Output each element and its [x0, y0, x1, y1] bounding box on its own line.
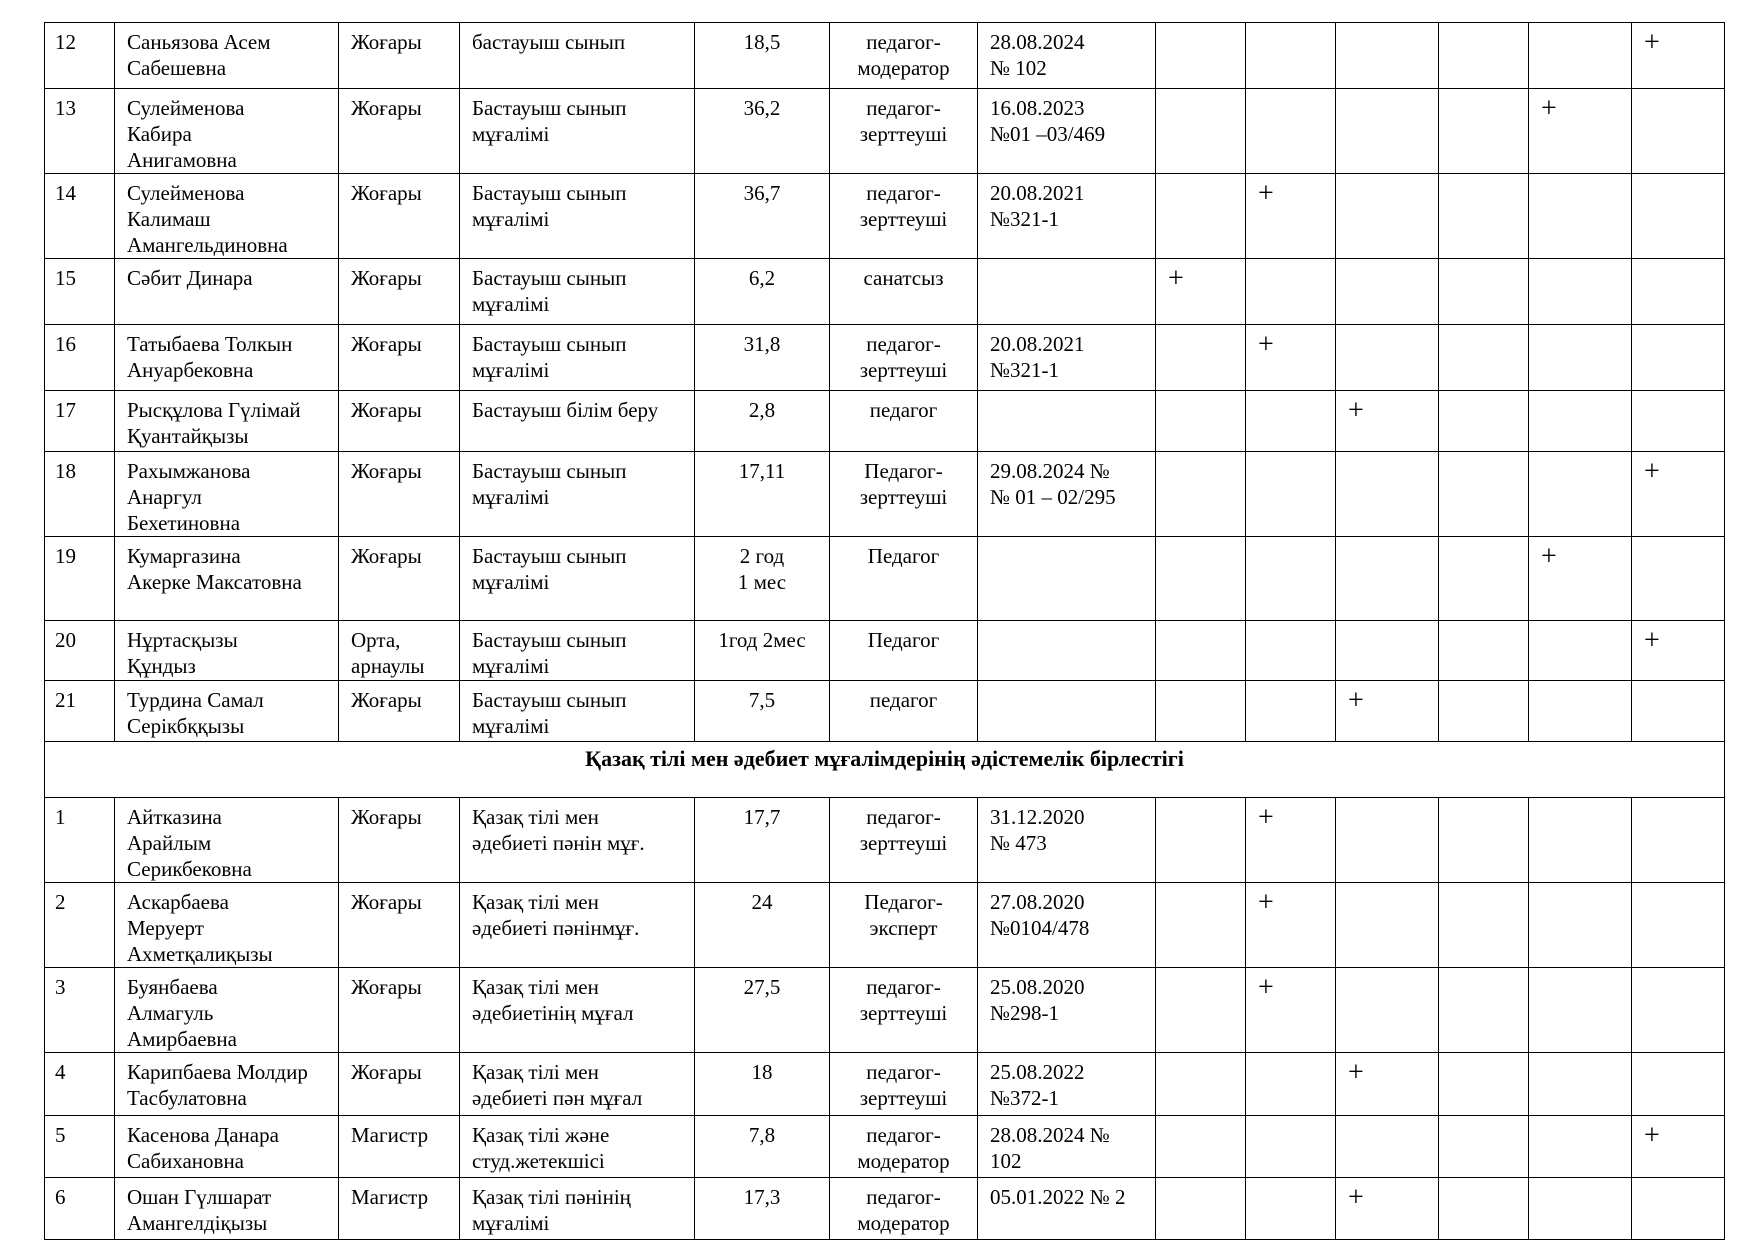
mark-cell — [1632, 1178, 1725, 1240]
row-number: 16 — [45, 325, 115, 391]
experience-years: 18 — [695, 1053, 830, 1116]
mark-cell — [1529, 798, 1632, 883]
row-number: 1 — [45, 798, 115, 883]
plus-mark: + — [1246, 968, 1336, 1053]
row-number: 17 — [45, 391, 115, 452]
mark-cell — [1156, 537, 1246, 621]
mark-cell — [1336, 259, 1439, 325]
mark-cell — [1632, 89, 1725, 174]
mark-cell — [1632, 325, 1725, 391]
mark-cell — [1632, 259, 1725, 325]
plus-mark: + — [1246, 325, 1336, 391]
mark-cell — [1246, 621, 1336, 681]
experience-years: 7,8 — [695, 1116, 830, 1178]
mark-cell — [1336, 621, 1439, 681]
mark-cell — [1156, 883, 1246, 968]
mark-cell — [1439, 23, 1529, 89]
mark-cell — [1529, 883, 1632, 968]
mark-cell — [1246, 452, 1336, 537]
order-date-number: 20.08.2021 №321-1 — [978, 325, 1156, 391]
order-date-number — [978, 391, 1156, 452]
mark-cell — [1632, 968, 1725, 1053]
mark-cell — [1439, 89, 1529, 174]
mark-cell — [1156, 325, 1246, 391]
subject-specialty: Бастауыш сынып мұғалімі — [460, 259, 695, 325]
qualification-category: Педагог — [830, 621, 978, 681]
plus-mark: + — [1246, 798, 1336, 883]
mark-cell — [1336, 23, 1439, 89]
education-level: Жоғары — [339, 968, 460, 1053]
teacher-name: Сулейменова Кабира Анигамовна — [115, 89, 339, 174]
mark-cell — [1529, 259, 1632, 325]
mark-cell — [1529, 391, 1632, 452]
mark-cell — [1529, 681, 1632, 742]
mark-cell — [1439, 325, 1529, 391]
order-date-number: 31.12.2020 № 473 — [978, 798, 1156, 883]
experience-years: 27,5 — [695, 968, 830, 1053]
teacher-name: Сулейменова Калимаш Амангельдиновна — [115, 174, 339, 259]
row-number: 12 — [45, 23, 115, 89]
row-number: 15 — [45, 259, 115, 325]
education-level: Жоғары — [339, 391, 460, 452]
mark-cell — [1246, 1116, 1336, 1178]
row-number: 6 — [45, 1178, 115, 1240]
mark-cell — [1156, 23, 1246, 89]
teacher-name: Касенова Данара Сабихановна — [115, 1116, 339, 1178]
plus-mark: + — [1246, 174, 1336, 259]
mark-cell — [1529, 1178, 1632, 1240]
education-level: Жоғары — [339, 23, 460, 89]
teacher-name: Нұртасқызы Құндыз — [115, 621, 339, 681]
mark-cell — [1336, 883, 1439, 968]
mark-cell — [1632, 883, 1725, 968]
experience-years: 17,7 — [695, 798, 830, 883]
mark-cell — [1529, 325, 1632, 391]
experience-years: 1год 2мес — [695, 621, 830, 681]
section-header: Қазақ тілі мен әдебиет мұғалімдерінің әдістемелік бірлестігі — [45, 742, 1725, 798]
table-row — [45, 1053, 1725, 1116]
education-level: Жоғары — [339, 174, 460, 259]
subject-specialty: бастауыш сынып — [460, 23, 695, 89]
qualification-category: педагог — [830, 681, 978, 742]
order-date-number: 25.08.2020 №298-1 — [978, 968, 1156, 1053]
plus-mark: + — [1529, 537, 1632, 621]
mark-cell — [1336, 89, 1439, 174]
subject-specialty: Бастауыш сынып мұғалімі — [460, 89, 695, 174]
subject-specialty: Бастауыш сынып мұғалімі — [460, 621, 695, 681]
teacher-name: Буянбаева Алмагуль Амирбаевна — [115, 968, 339, 1053]
plus-mark: + — [1246, 883, 1336, 968]
row-number: 21 — [45, 681, 115, 742]
teacher-name: Сәбит Динара — [115, 259, 339, 325]
teachers-table — [44, 22, 1725, 1240]
mark-cell — [1246, 1053, 1336, 1116]
order-date-number: 28.08.2024 № 102 — [978, 1116, 1156, 1178]
plus-mark: + — [1156, 259, 1246, 325]
mark-cell — [1632, 681, 1725, 742]
mark-cell — [1439, 621, 1529, 681]
mark-cell — [1439, 537, 1529, 621]
mark-cell — [1439, 174, 1529, 259]
mark-cell — [1246, 89, 1336, 174]
qualification-category: педагог- зерттеуші — [830, 798, 978, 883]
mark-cell — [1439, 259, 1529, 325]
table-row — [45, 621, 1725, 681]
mark-cell — [1156, 1178, 1246, 1240]
order-date-number: 20.08.2021 №321-1 — [978, 174, 1156, 259]
mark-cell — [1632, 174, 1725, 259]
subject-specialty: Бастауыш сынып мұғалімі — [460, 537, 695, 621]
mark-cell — [1336, 452, 1439, 537]
table-row — [45, 174, 1725, 259]
row-number: 2 — [45, 883, 115, 968]
mark-cell — [1439, 681, 1529, 742]
education-level: Жоғары — [339, 1053, 460, 1116]
qualification-category: педагог- зерттеуші — [830, 325, 978, 391]
table-row — [45, 798, 1725, 883]
table-row — [45, 391, 1725, 452]
experience-years: 7,5 — [695, 681, 830, 742]
qualification-category: Педагог- эксперт — [830, 883, 978, 968]
plus-mark: + — [1336, 391, 1439, 452]
section-header-row — [45, 742, 1725, 798]
table-row — [45, 89, 1725, 174]
experience-years: 24 — [695, 883, 830, 968]
mark-cell — [1246, 259, 1336, 325]
experience-years: 17,11 — [695, 452, 830, 537]
mark-cell — [1439, 452, 1529, 537]
qualification-category: педагог- зерттеуші — [830, 174, 978, 259]
experience-years: 18,5 — [695, 23, 830, 89]
row-number: 20 — [45, 621, 115, 681]
mark-cell — [1529, 968, 1632, 1053]
experience-years: 2 год 1 мес — [695, 537, 830, 621]
teacher-name: Рысқұлова Гүлімай Қуантайқызы — [115, 391, 339, 452]
experience-years: 17,3 — [695, 1178, 830, 1240]
mark-cell — [1529, 452, 1632, 537]
mark-cell — [1336, 798, 1439, 883]
order-date-number: 29.08.2024 № № 01 – 02/295 — [978, 452, 1156, 537]
qualification-category: педагог- модератор — [830, 1116, 978, 1178]
row-number: 3 — [45, 968, 115, 1053]
mark-cell — [1156, 681, 1246, 742]
mark-cell — [1156, 621, 1246, 681]
teacher-name: Рахымжанова Анаргул Бехетиновна — [115, 452, 339, 537]
experience-years: 6,2 — [695, 259, 830, 325]
table-row — [45, 23, 1725, 89]
education-level: Жоғары — [339, 883, 460, 968]
order-date-number: 16.08.2023 №01 –03/469 — [978, 89, 1156, 174]
mark-cell — [1439, 798, 1529, 883]
plus-mark: + — [1632, 452, 1725, 537]
mark-cell — [1632, 798, 1725, 883]
table-row — [45, 1178, 1725, 1240]
plus-mark: + — [1632, 1116, 1725, 1178]
education-level: Магистр — [339, 1116, 460, 1178]
order-date-number — [978, 681, 1156, 742]
qualification-category: Педагог — [830, 537, 978, 621]
education-level: Магистр — [339, 1178, 460, 1240]
table-row — [45, 968, 1725, 1053]
qualification-category: педагог — [830, 391, 978, 452]
experience-years: 31,8 — [695, 325, 830, 391]
plus-mark: + — [1632, 621, 1725, 681]
mark-cell — [1156, 968, 1246, 1053]
teacher-name: Айтказина Арайлым Серикбековна — [115, 798, 339, 883]
mark-cell — [1529, 1116, 1632, 1178]
mark-cell — [1529, 23, 1632, 89]
plus-mark: + — [1336, 1053, 1439, 1116]
subject-specialty: Қазақ тілі және студ.жетекшісі — [460, 1116, 695, 1178]
row-number: 19 — [45, 537, 115, 621]
mark-cell — [1156, 391, 1246, 452]
order-date-number: 27.08.2020 №0104/478 — [978, 883, 1156, 968]
mark-cell — [1632, 1053, 1725, 1116]
teacher-name: Аскарбаева Меруерт Ахметқалиқызы — [115, 883, 339, 968]
table-row — [45, 883, 1725, 968]
table-row — [45, 325, 1725, 391]
order-date-number: 05.01.2022 № 2 — [978, 1178, 1156, 1240]
mark-cell — [1336, 325, 1439, 391]
teacher-name: Кумаргазина Акерке Максатовна — [115, 537, 339, 621]
plus-mark: + — [1336, 681, 1439, 742]
mark-cell — [1156, 89, 1246, 174]
teacher-name: Татыбаева Толкын Ануарбековна — [115, 325, 339, 391]
mark-cell — [1632, 391, 1725, 452]
subject-specialty: Қазақ тілі мен әдебиеті пәнін мұғ. — [460, 798, 695, 883]
order-date-number: 25.08.2022 №372-1 — [978, 1053, 1156, 1116]
experience-years: 36,2 — [695, 89, 830, 174]
teacher-name: Турдина Самал Серікбққызы — [115, 681, 339, 742]
row-number: 14 — [45, 174, 115, 259]
subject-specialty: Бастауыш сынып мұғалімі — [460, 681, 695, 742]
education-level: Жоғары — [339, 681, 460, 742]
mark-cell — [1156, 174, 1246, 259]
table-row — [45, 259, 1725, 325]
mark-cell — [1246, 1178, 1336, 1240]
qualification-category: педагог- модератор — [830, 23, 978, 89]
mark-cell — [1529, 1053, 1632, 1116]
mark-cell — [1439, 1053, 1529, 1116]
mark-cell — [1156, 1116, 1246, 1178]
mark-cell — [1529, 174, 1632, 259]
subject-specialty: Қазақ тілі мен әдебиеті пәнінмұғ. — [460, 883, 695, 968]
qualification-category: педагог- зерттеуші — [830, 1053, 978, 1116]
mark-cell — [1246, 391, 1336, 452]
subject-specialty: Бастауыш сынып мұғалімі — [460, 452, 695, 537]
mark-cell — [1246, 23, 1336, 89]
mark-cell — [1439, 1116, 1529, 1178]
education-level: Жоғары — [339, 259, 460, 325]
teacher-name: Саньязова Асем Сабешевна — [115, 23, 339, 89]
table-row — [45, 1116, 1725, 1178]
mark-cell — [1529, 621, 1632, 681]
mark-cell — [1156, 798, 1246, 883]
row-number: 4 — [45, 1053, 115, 1116]
table-row — [45, 537, 1725, 621]
qualification-category: педагог- зерттеуші — [830, 968, 978, 1053]
teacher-name: Карипбаева Молдир Тасбулатовна — [115, 1053, 339, 1116]
subject-specialty: Қазақ тілі мен әдебиетінің мұғал — [460, 968, 695, 1053]
row-number: 5 — [45, 1116, 115, 1178]
mark-cell — [1336, 537, 1439, 621]
mark-cell — [1439, 391, 1529, 452]
order-date-number: 28.08.2024 № 102 — [978, 23, 1156, 89]
mark-cell — [1439, 883, 1529, 968]
education-level: Жоғары — [339, 325, 460, 391]
qualification-category: Педагог- зерттеуші — [830, 452, 978, 537]
table-row — [45, 452, 1725, 537]
mark-cell — [1246, 681, 1336, 742]
subject-specialty: Қазақ тілі пәнінің мұғалімі — [460, 1178, 695, 1240]
row-number: 13 — [45, 89, 115, 174]
mark-cell — [1156, 1053, 1246, 1116]
subject-specialty: Қазақ тілі мен әдебиеті пән мұғал — [460, 1053, 695, 1116]
mark-cell — [1439, 1178, 1529, 1240]
qualification-category: педагог- зерттеуші — [830, 89, 978, 174]
plus-mark: + — [1529, 89, 1632, 174]
qualification-category: санатсыз — [830, 259, 978, 325]
subject-specialty: Бастауыш білім беру — [460, 391, 695, 452]
education-level: Жоғары — [339, 452, 460, 537]
plus-mark: + — [1336, 1178, 1439, 1240]
mark-cell — [1246, 537, 1336, 621]
education-level: Жоғары — [339, 89, 460, 174]
experience-years: 2,8 — [695, 391, 830, 452]
order-date-number — [978, 537, 1156, 621]
subject-specialty: Бастауыш сынып мұғалімі — [460, 174, 695, 259]
order-date-number — [978, 259, 1156, 325]
mark-cell — [1632, 537, 1725, 621]
experience-years: 36,7 — [695, 174, 830, 259]
mark-cell — [1336, 174, 1439, 259]
education-level: Орта, арнаулы — [339, 621, 460, 681]
plus-mark: + — [1632, 23, 1725, 89]
subject-specialty: Бастауыш сынып мұғалімі — [460, 325, 695, 391]
education-level: Жоғары — [339, 537, 460, 621]
table-row — [45, 681, 1725, 742]
mark-cell — [1336, 968, 1439, 1053]
mark-cell — [1156, 452, 1246, 537]
mark-cell — [1439, 968, 1529, 1053]
teacher-name: Ошан Гүлшарат Амангелдіқызы — [115, 1178, 339, 1240]
order-date-number — [978, 621, 1156, 681]
row-number: 18 — [45, 452, 115, 537]
mark-cell — [1336, 1116, 1439, 1178]
education-level: Жоғары — [339, 798, 460, 883]
qualification-category: педагог- модератор — [830, 1178, 978, 1240]
